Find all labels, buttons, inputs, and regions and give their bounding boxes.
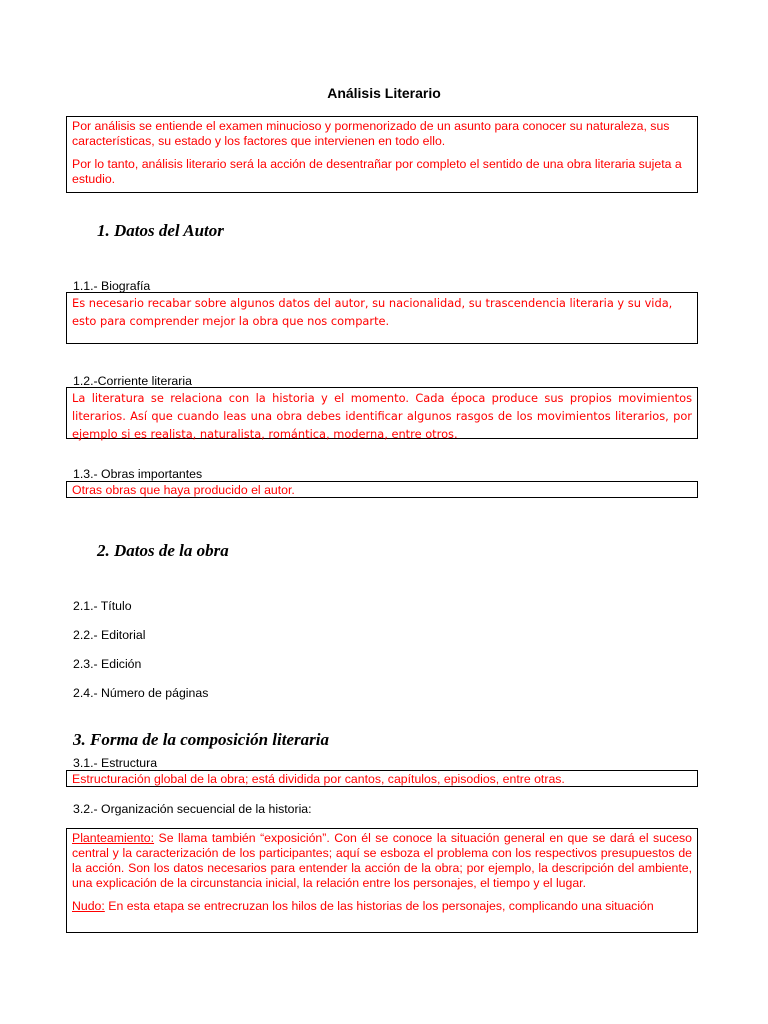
intro-paragraph-1: Por análisis se entiende el examen minucioso y pormenorizado de un asunto para conocer su naturaleza, sus características, su estado y los factores que intervienen en todo ello. [72, 119, 670, 148]
editorial-item: 2.2.- Editorial [73, 628, 146, 642]
biografia-label: 1.1.- Biografía [73, 279, 151, 293]
corriente-label: 1.2.-Corriente literaria [73, 374, 192, 388]
organizacion-box [66, 828, 698, 933]
obras-text: Otras obras que haya producido el autor. [72, 483, 295, 497]
edicion-item: 2.3.- Edición [73, 657, 142, 671]
planteamiento-label: Planteamiento: [72, 831, 155, 845]
paginas-item: 2.4.- Número de páginas [73, 686, 209, 700]
nudo-paragraph [72, 899, 692, 914]
obras-label: 1.3.- Obras importantes [73, 467, 203, 481]
intro-box [66, 116, 698, 193]
biografia-box [66, 292, 698, 344]
nudo-text: En esta etapa se entrecruzan los hilos de las historias de los personajes, complicando una situación [104, 899, 654, 913]
intro-paragraph-2: Por lo tanto, análisis literario será la acción de desentrañar por completo el sentido de una obra literaria sujeta a estudio. [72, 157, 682, 186]
section-3-heading: 3. Forma de la composición literaria [73, 730, 329, 749]
document-title: Análisis Literario [327, 85, 441, 101]
estructura-text: Estructuración global de la obra; está dividida por cantos, capítulos, episodios, entre otras. [72, 772, 565, 786]
section-2-heading: 2. Datos de la obra [97, 541, 229, 560]
obras-box [66, 481, 698, 498]
planteamiento-paragraph [72, 831, 692, 891]
corriente-text: La literatura se relaciona con la historia y el momento. Cada época produce sus propios movimientos literarios. Así que cuando leas una obra debes identificar algunos rasgos de los movimientos literarios, por ejemplo si es realista, naturalista, romántica, moderna, entre otros. [72, 391, 692, 441]
estructura-box [66, 770, 698, 787]
section-1-heading: 1. Datos del Autor [97, 221, 224, 240]
estructura-label: 3.1.- Estructura [73, 756, 158, 770]
nudo-label: Nudo: [72, 899, 105, 913]
planteamiento-text: Se llama también “exposición”. Con él se conoce la situación general en que se dará el suceso central y la caracterización de los participantes; aquí se esboza el problema con los respectivos presupuestos de la acción. Son los datos necesarios para entender la acción de la obra; por ejemplo, la descripción del ambiente, una explicación de la circunstancia inicial, la relación entre los personajes, el tiempo y el lugar. [72, 831, 692, 890]
biografia-text: Es necesario recabar sobre algunos datos del autor, su nacionalidad, su trascendencia literaria y su vida, esto para comprender mejor la obra que nos comparte. [72, 296, 673, 328]
organizacion-label: 3.2.- Organización secuencial de la historia: [73, 802, 312, 816]
titulo-item: 2.1.- Título [73, 599, 132, 613]
corriente-box [66, 387, 698, 439]
